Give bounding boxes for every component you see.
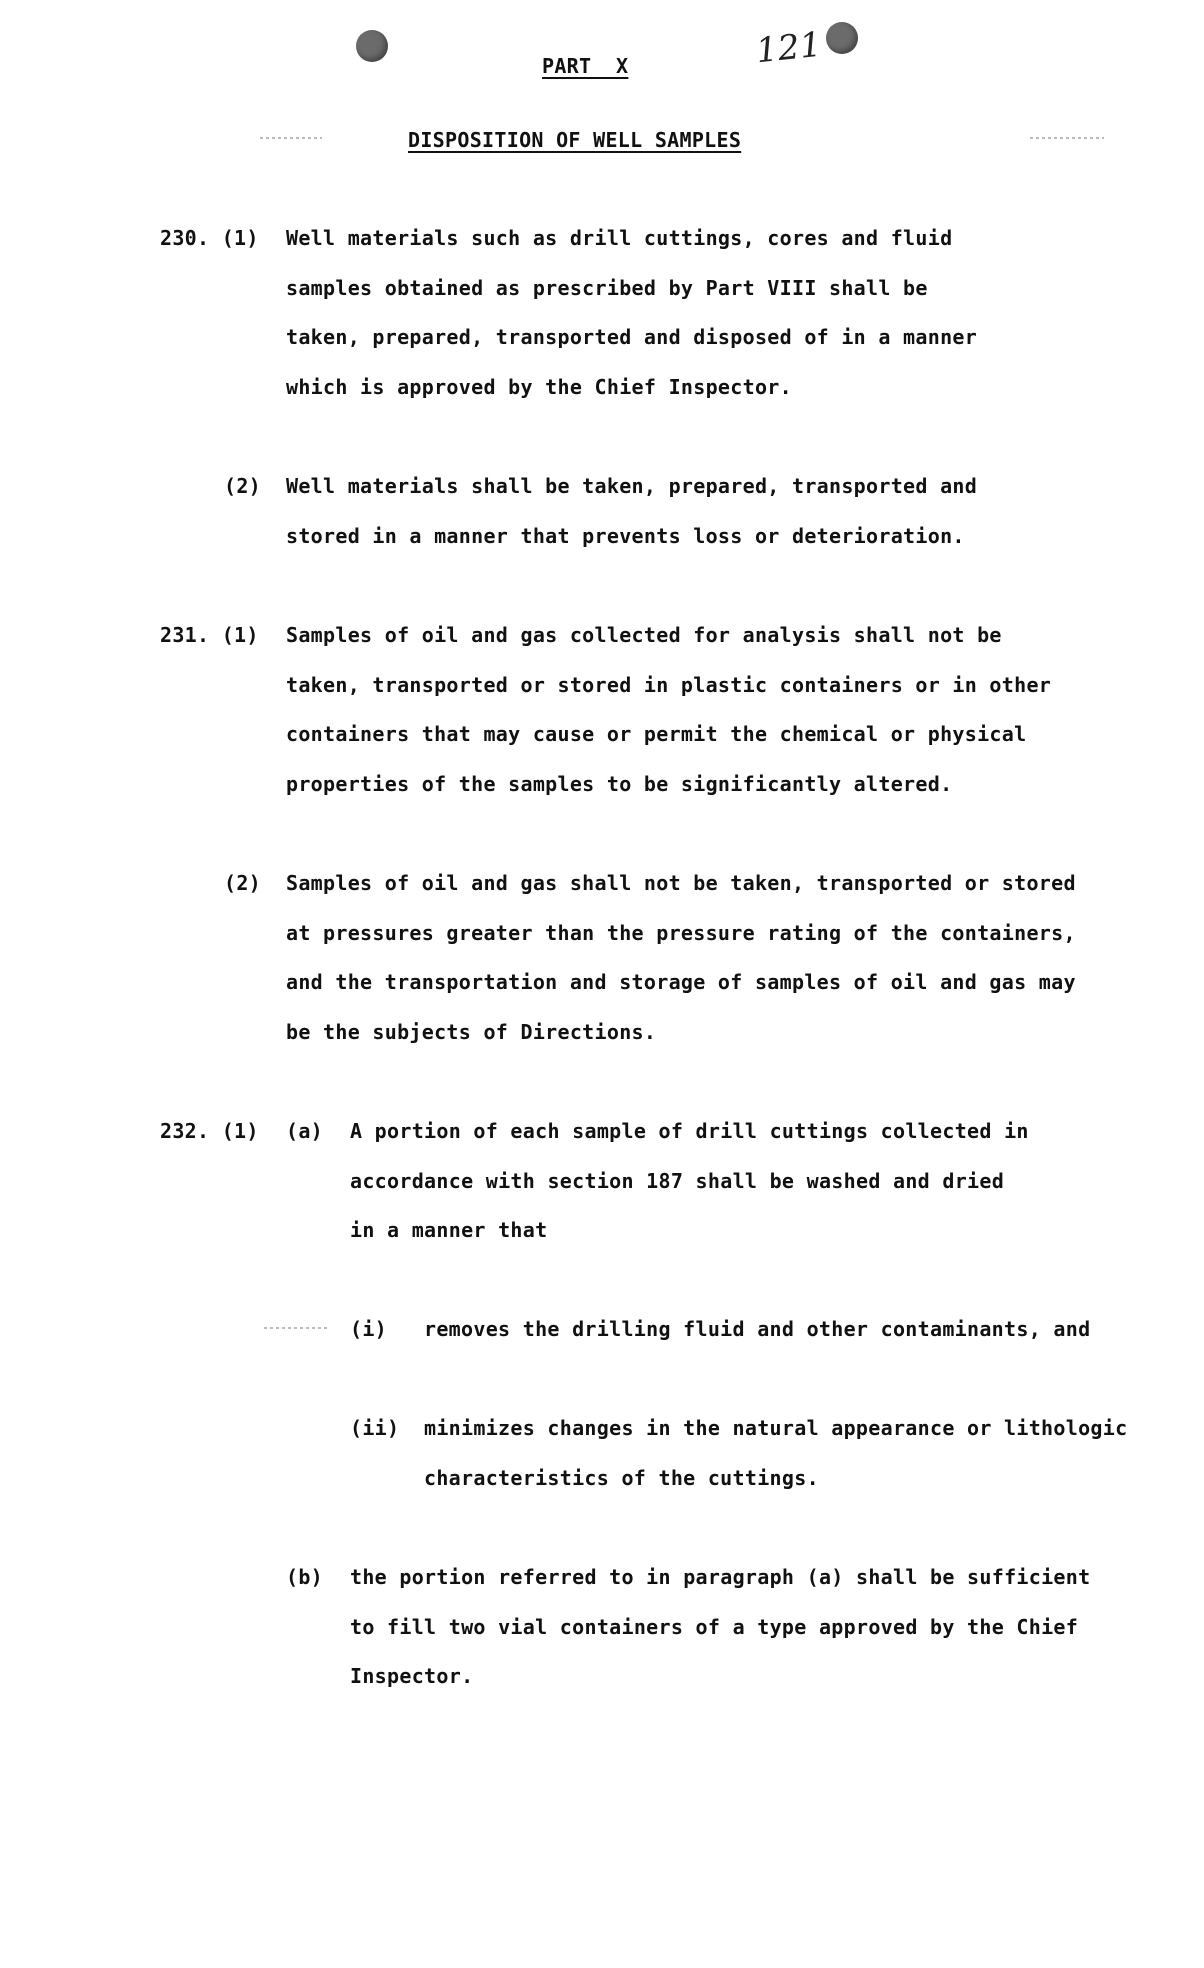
text-line: removes the drilling fluid and other contaminants, and (424, 1317, 1091, 1341)
scan-artifact (260, 137, 322, 139)
paragraph-label: (b) (286, 1565, 324, 1589)
scan-artifact (1030, 137, 1104, 139)
text-line: samples obtained as prescribed by Part VIII shall be (286, 276, 928, 300)
paragraph-label: (a) (286, 1119, 324, 1143)
text-line: Well materials shall be taken, prepared, transported and (286, 474, 978, 498)
subparagraph-label: (i) (350, 1317, 388, 1341)
text-line: Samples of oil and gas shall not be taken, transported or stored (286, 871, 1076, 895)
handwritten-page-number: 121 (754, 24, 824, 72)
section-232-1-number: 232. (1) (160, 1119, 259, 1143)
section-title: DISPOSITION OF WELL SAMPLES (408, 128, 742, 152)
text-line: Samples of oil and gas collected for analysis shall not be (286, 623, 1002, 647)
text-line: to fill two vial containers of a type approved by the Chief (350, 1615, 1079, 1639)
section-230-1-number: 230. (1) (160, 226, 259, 250)
text-line: be the subjects of Directions. (286, 1020, 657, 1044)
section-231-1-number: 231. (1) (160, 623, 259, 647)
text-line: taken, prepared, transported and disposed of in a manner (286, 325, 978, 349)
text-line: stored in a manner that prevents loss or deterioration. (286, 524, 965, 548)
text-line: the portion referred to in paragraph (a) shall be sufficient (350, 1565, 1091, 1589)
text-line: characteristics of the cuttings. (424, 1466, 819, 1490)
text-line: and the transportation and storage of samples of oil and gas may (286, 970, 1076, 994)
text-line: containers that may cause or permit the chemical or physical (286, 722, 1027, 746)
text-line: Well materials such as drill cuttings, cores and fluid (286, 226, 953, 250)
text-line: at pressures greater than the pressure rating of the containers, (286, 921, 1076, 945)
text-line: Inspector. (350, 1664, 474, 1688)
subsection-number: (2) (224, 474, 262, 498)
punch-hole-right (826, 22, 858, 54)
part-heading: PART X (542, 54, 629, 78)
text-line: which is approved by the Chief Inspector. (286, 375, 792, 399)
punch-hole-left (356, 30, 388, 62)
subsection-number: (2) (224, 871, 262, 895)
text-line: properties of the samples to be significantly altered. (286, 772, 953, 796)
text-line: taken, transported or stored in plastic containers or in other (286, 673, 1052, 697)
text-line: A portion of each sample of drill cuttings collected in (350, 1119, 1029, 1143)
subparagraph-label: (ii) (350, 1416, 400, 1440)
text-line: minimizes changes in the natural appearance or lithologic (424, 1416, 1128, 1440)
text-line: accordance with section 187 shall be washed and dried (350, 1169, 1005, 1193)
text-line: in a manner that (350, 1218, 548, 1242)
scan-artifact (264, 1327, 330, 1329)
